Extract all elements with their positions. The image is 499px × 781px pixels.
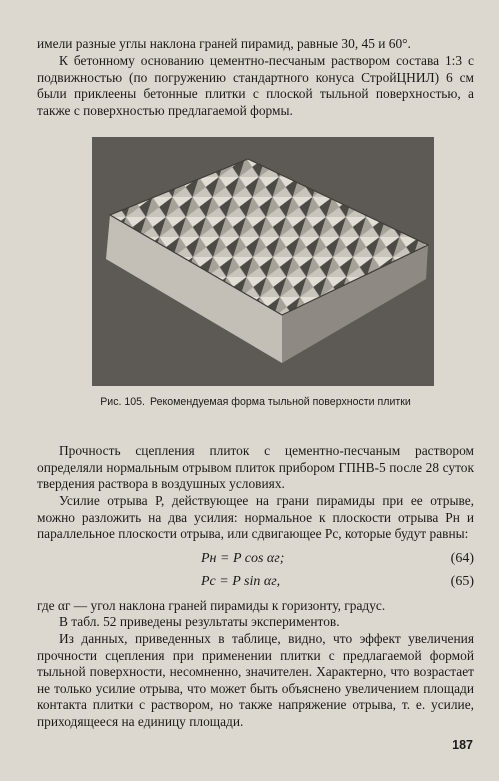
page-number: 187 <box>452 738 473 752</box>
paragraph-where-text: где αг — угол наклона граней пирамиды к горизонту, градус. <box>37 598 386 613</box>
paragraph-preparation-text: К бетонному основанию цементно-песчаным раствором состава 1:3 с подвижностью (по погружению стандартного конуса СтройЦНИЛ) 6 см были приклеены бетонные плитки с плоской тыльной поверхностью, а также с поверхностью предлагаемой формы. <box>37 53 474 118</box>
formula-65-expression: Pс = P sin αг, <box>201 574 281 589</box>
figure-caption <box>37 396 474 408</box>
paragraph-conclusion <box>37 631 474 731</box>
tile-photo <box>92 137 434 386</box>
paragraph-conclusion-text: Из данных, приведенных в таблице, видно, что эффект увеличения прочности сцепления при применении плитки с предлагаемой формой тыльной поверхности, несомненно, значителен. Характерно, что возрастает не только усилие отрыва, что может быть объяснено увеличением площади контакта плитки с раствором, но также напряжение отрыва, т. е. усилие, приходящееся на единицу площади. <box>37 631 474 729</box>
tile-photo-image <box>92 137 434 386</box>
paragraph-where <box>37 598 474 615</box>
formula-65 <box>37 574 474 594</box>
paragraph-table-ref-text: В табл. 52 приведены результаты экспериментов. <box>59 614 340 629</box>
paragraph-top-text: имели разные углы наклона граней пирамид, равные 30, 45 и 60°. <box>37 36 411 51</box>
formula-64-number: (64) <box>450 551 474 566</box>
paragraph-strength-text: Прочность сцепления плиток с цементно-песчаным раствором определяли нормальным отрывом плиток прибором ГПНВ-5 после 28 суток твердения раствора в воздушных условиях. <box>37 443 474 492</box>
paragraph-top <box>37 36 474 53</box>
paragraph-table-ref <box>37 614 474 631</box>
formula-64-expression: Pн = P cos αг; <box>201 551 285 566</box>
figure-caption-text: Рекомендуемая форма тыльной поверхности плитки <box>150 396 411 408</box>
paragraph-force-text: Усилие отрыва P, действующее на грани пирамиды при ее отрыве, можно разложить на два усилия: нормальное к плоскости отрыва Pн и параллельное плоскости отрыва, или сдвигающее Pс, которые будут равны: <box>37 493 474 542</box>
paragraph-strength <box>37 443 474 493</box>
paragraph-preparation <box>37 53 474 119</box>
figure-label: Рис. 105. <box>100 396 146 408</box>
paragraph-force <box>37 493 474 543</box>
formula-65-number: (65) <box>450 574 474 589</box>
formula-64 <box>37 551 474 571</box>
